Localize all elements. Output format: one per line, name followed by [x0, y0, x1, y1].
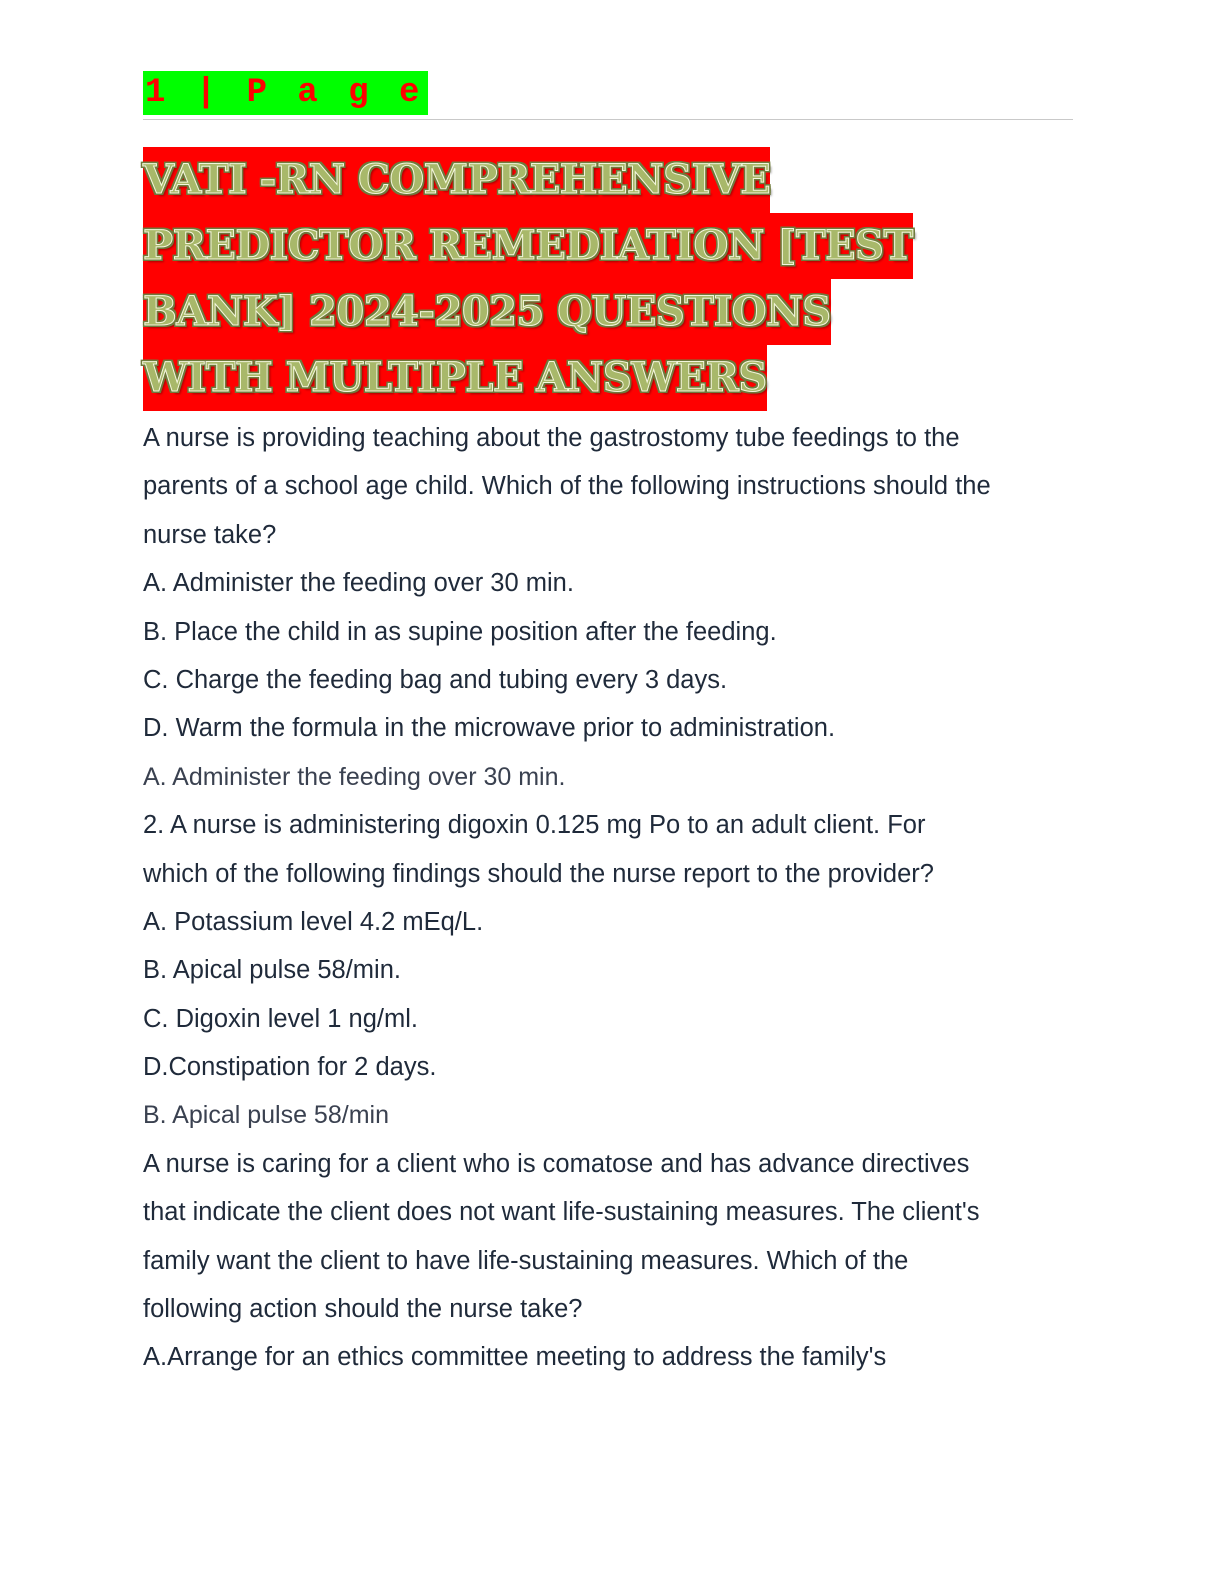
- question-3-option-a: A.Arrange for an ethics committee meeting to address the family's: [143, 1343, 887, 1372]
- title-line-4: WITH MULTIPLE ANSWERS: [143, 345, 767, 411]
- question-3-line: following action should the nurse take?: [143, 1295, 583, 1324]
- question-2-line: which of the following findings should the nurse report to the provider?: [143, 859, 934, 888]
- question-2-option-c: C. Digoxin level 1 ng/ml.: [143, 1004, 418, 1033]
- question-1-line: A nurse is providing teaching about the gastrostomy tube feedings to the: [143, 424, 960, 452]
- question-1-answer: A. Administer the feeding over 30 min.: [143, 762, 566, 791]
- question-3-line: that indicate the client does not want life-sustaining measures. The client's: [143, 1198, 980, 1227]
- question-1-option-a: A. Administer the feeding over 30 min.: [143, 569, 574, 598]
- question-2-option-a: A. Potassium level 4.2 mEq/L.: [143, 907, 484, 936]
- document-body: [143, 414, 1078, 1382]
- question-1-option-d: D. Warm the formula in the microwave prior to administration.: [143, 714, 836, 743]
- title-line-1: VATI -RN COMPREHENSIVE: [143, 147, 770, 213]
- page-header: [143, 71, 1073, 120]
- question-1-option-c: C. Charge the feeding bag and tubing every 3 days.: [143, 665, 728, 694]
- question-3-line: A nurse is caring for a client who is comatose and has advance directives: [143, 1149, 970, 1178]
- title-line-3: BANK] 2024-2025 QUESTIONS: [143, 279, 831, 345]
- question-2-answer: B. Apical pulse 58/min: [143, 1101, 389, 1130]
- document-title: [143, 147, 1083, 411]
- question-2-option-b: B. Apical pulse 58/min.: [143, 956, 401, 985]
- question-3-line: family want the client to have life-sustaining measures. Which of the: [143, 1246, 909, 1275]
- question-1-option-b: B. Place the child in as supine position after the feeding.: [143, 617, 777, 646]
- page-number-label: 1 | P a g e: [143, 71, 428, 115]
- question-1-line: nurse take?: [143, 520, 277, 549]
- title-line-2: PREDICTOR REMEDIATION [TEST: [143, 213, 913, 279]
- question-2-option-d: D.Constipation for 2 days.: [143, 1053, 437, 1082]
- question-1-line: parents of a school age child. Which of the following instructions should the: [143, 472, 991, 501]
- question-2-line: 2. A nurse is administering digoxin 0.125 mg Po to an adult client. For: [143, 811, 926, 840]
